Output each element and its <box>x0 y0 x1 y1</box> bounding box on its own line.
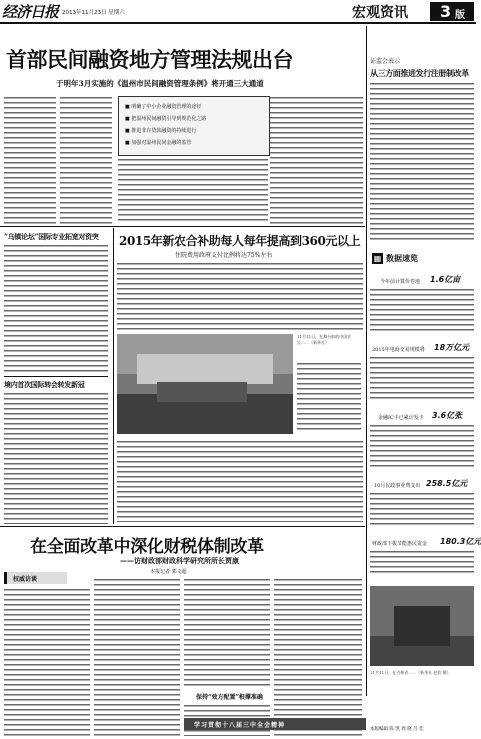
top-subhead: 于明年3月实施的《温州市民间融资管理条例》将开通三大通道 <box>56 79 264 88</box>
top-story-col-3 <box>270 96 363 224</box>
stat-2-text <box>370 356 474 402</box>
left-story-headline-1: “乌镇论坛”国际专业拓宽对资突 <box>4 232 99 241</box>
photo-stage <box>137 354 273 384</box>
bottom-banner-text: 学习贯彻十八届三中全会精神 <box>194 722 286 729</box>
stat-4 <box>370 480 474 530</box>
left-story-body-2 <box>4 392 108 524</box>
chart-icon: ▦ <box>373 254 382 263</box>
stat-2-value: 18万亿元 <box>434 343 470 352</box>
bullet-square-icon: ■ <box>125 116 132 122</box>
stat-5-label: 财政部下拨节能惠民资金 <box>372 541 428 547</box>
section-title: 宏观资讯 <box>352 5 408 21</box>
stat-1-label: 今年前计算价卷地 <box>380 279 421 285</box>
date-line: 2013年11月23日 星期六 <box>62 10 125 16</box>
left-story-divider <box>4 376 108 377</box>
bullet-square-icon: ■ <box>125 104 132 110</box>
right-column <box>368 26 481 739</box>
stat-1-value: 1.6亿亩 <box>430 275 461 284</box>
left-story-body-1 <box>4 244 108 372</box>
middle-story-body-bottom <box>117 440 363 522</box>
key-point-2: ■ 把温州民间融资引导到规范化之路 <box>125 116 207 122</box>
top-story-bottom-rule <box>0 226 365 227</box>
stat-4-value: 258.5亿元 <box>426 479 468 488</box>
stat-5-text <box>370 550 474 576</box>
stat-3 <box>370 412 474 472</box>
page-suffix: 版 <box>455 10 465 21</box>
middle-story-body-top <box>117 262 363 330</box>
top-story-col-2 <box>60 96 112 224</box>
top-headline: 首部民间融资地方管理法规出台 <box>6 47 293 72</box>
lower-box-title: 保持“效方配置”根撑准确 <box>196 694 263 701</box>
photo-caption-lines <box>297 362 361 432</box>
key-point-1: ■ 明确了中小企业融资管理的途径 <box>125 104 202 110</box>
photo-caption <box>297 334 361 434</box>
masthead-rule <box>0 22 476 24</box>
right-photo-caption: 11月11日，在吉林省……（新华社 赵钦 摄） <box>370 670 451 675</box>
lower-col-1 <box>4 588 90 736</box>
key-points-box <box>118 96 270 156</box>
data-box-title: 数据速览 <box>386 253 418 263</box>
left-stories <box>0 228 112 528</box>
bottom-banner <box>184 718 366 730</box>
bullet-square-icon: ■ <box>125 140 132 146</box>
lower-box-title-bar <box>184 690 270 702</box>
stat-4-label: 10月民政事业费支出 <box>374 483 421 489</box>
stat-2 <box>370 344 474 404</box>
stat-2-label: 2015年电商交易规模将 <box>372 347 425 353</box>
lower-col-4 <box>274 578 362 736</box>
top-story-col-4 <box>118 158 268 224</box>
stat-4-text <box>370 492 474 528</box>
stat-1 <box>370 276 474 336</box>
middle-story <box>115 228 365 524</box>
right-story-body <box>370 82 474 242</box>
lower-subhead: ——访财政部财政科学研究所所长贾康 <box>120 556 239 565</box>
lower-story <box>0 528 365 739</box>
data-box-header <box>370 252 474 268</box>
editors-line: 本版编辑 陈 凯 周 晓 吕 佳 <box>370 727 424 732</box>
column-tag-label: 权威访谈 <box>13 576 38 583</box>
mid-section-rule <box>0 526 365 527</box>
stat-3-value: 3.6亿张 <box>432 411 463 420</box>
stat-5 <box>370 537 481 578</box>
stat-3-label: 金融IC卡已累计发卡 <box>378 415 424 421</box>
lower-col-3 <box>184 578 270 688</box>
right-column-photo <box>370 586 474 666</box>
top-story-col-1 <box>4 96 56 224</box>
photo-caption-text: 11月11日，在舞台前的中国农民……（新华社） <box>297 334 352 345</box>
masthead <box>0 0 476 22</box>
middle-subhead: 住院费用政府支付比例将达75%左右 <box>175 252 273 259</box>
lower-col-2 <box>94 578 180 736</box>
stat-1-text <box>370 288 474 334</box>
column-tag <box>4 572 67 584</box>
photo-people <box>157 382 247 402</box>
bullet-square-icon: ■ <box>125 128 132 134</box>
column-divider <box>366 26 367 696</box>
right-headline: 从三方面推进发行注册制改革 <box>370 68 469 78</box>
middle-story-photo <box>117 334 293 434</box>
key-point-4: ■ 加强对温州民间金融的监管 <box>125 140 192 146</box>
page-number: 3 <box>440 2 452 21</box>
top-story <box>0 26 365 224</box>
lower-headline: 在全面改革中深化财税体制改革 <box>30 537 264 557</box>
key-point-3: ■ 推进非存贷款融资的持续进行 <box>125 128 197 134</box>
lower-byline: 本报记者 郭文超 <box>150 569 187 575</box>
page-number-box <box>430 2 474 21</box>
right-label: 证监会表示 <box>370 58 401 65</box>
left-story-headline-2: 境内首次国际转会转发新冠 <box>4 380 85 389</box>
left-col-divider <box>113 228 114 524</box>
middle-headline: 2015年新农合补助每人每年提高到360元以上 <box>119 234 361 248</box>
stat-3-text <box>370 424 474 470</box>
stat-5-value: 180.3亿元 <box>440 537 481 546</box>
right-photo-figures <box>394 606 450 646</box>
paper-name: 经济日报 <box>2 3 59 21</box>
